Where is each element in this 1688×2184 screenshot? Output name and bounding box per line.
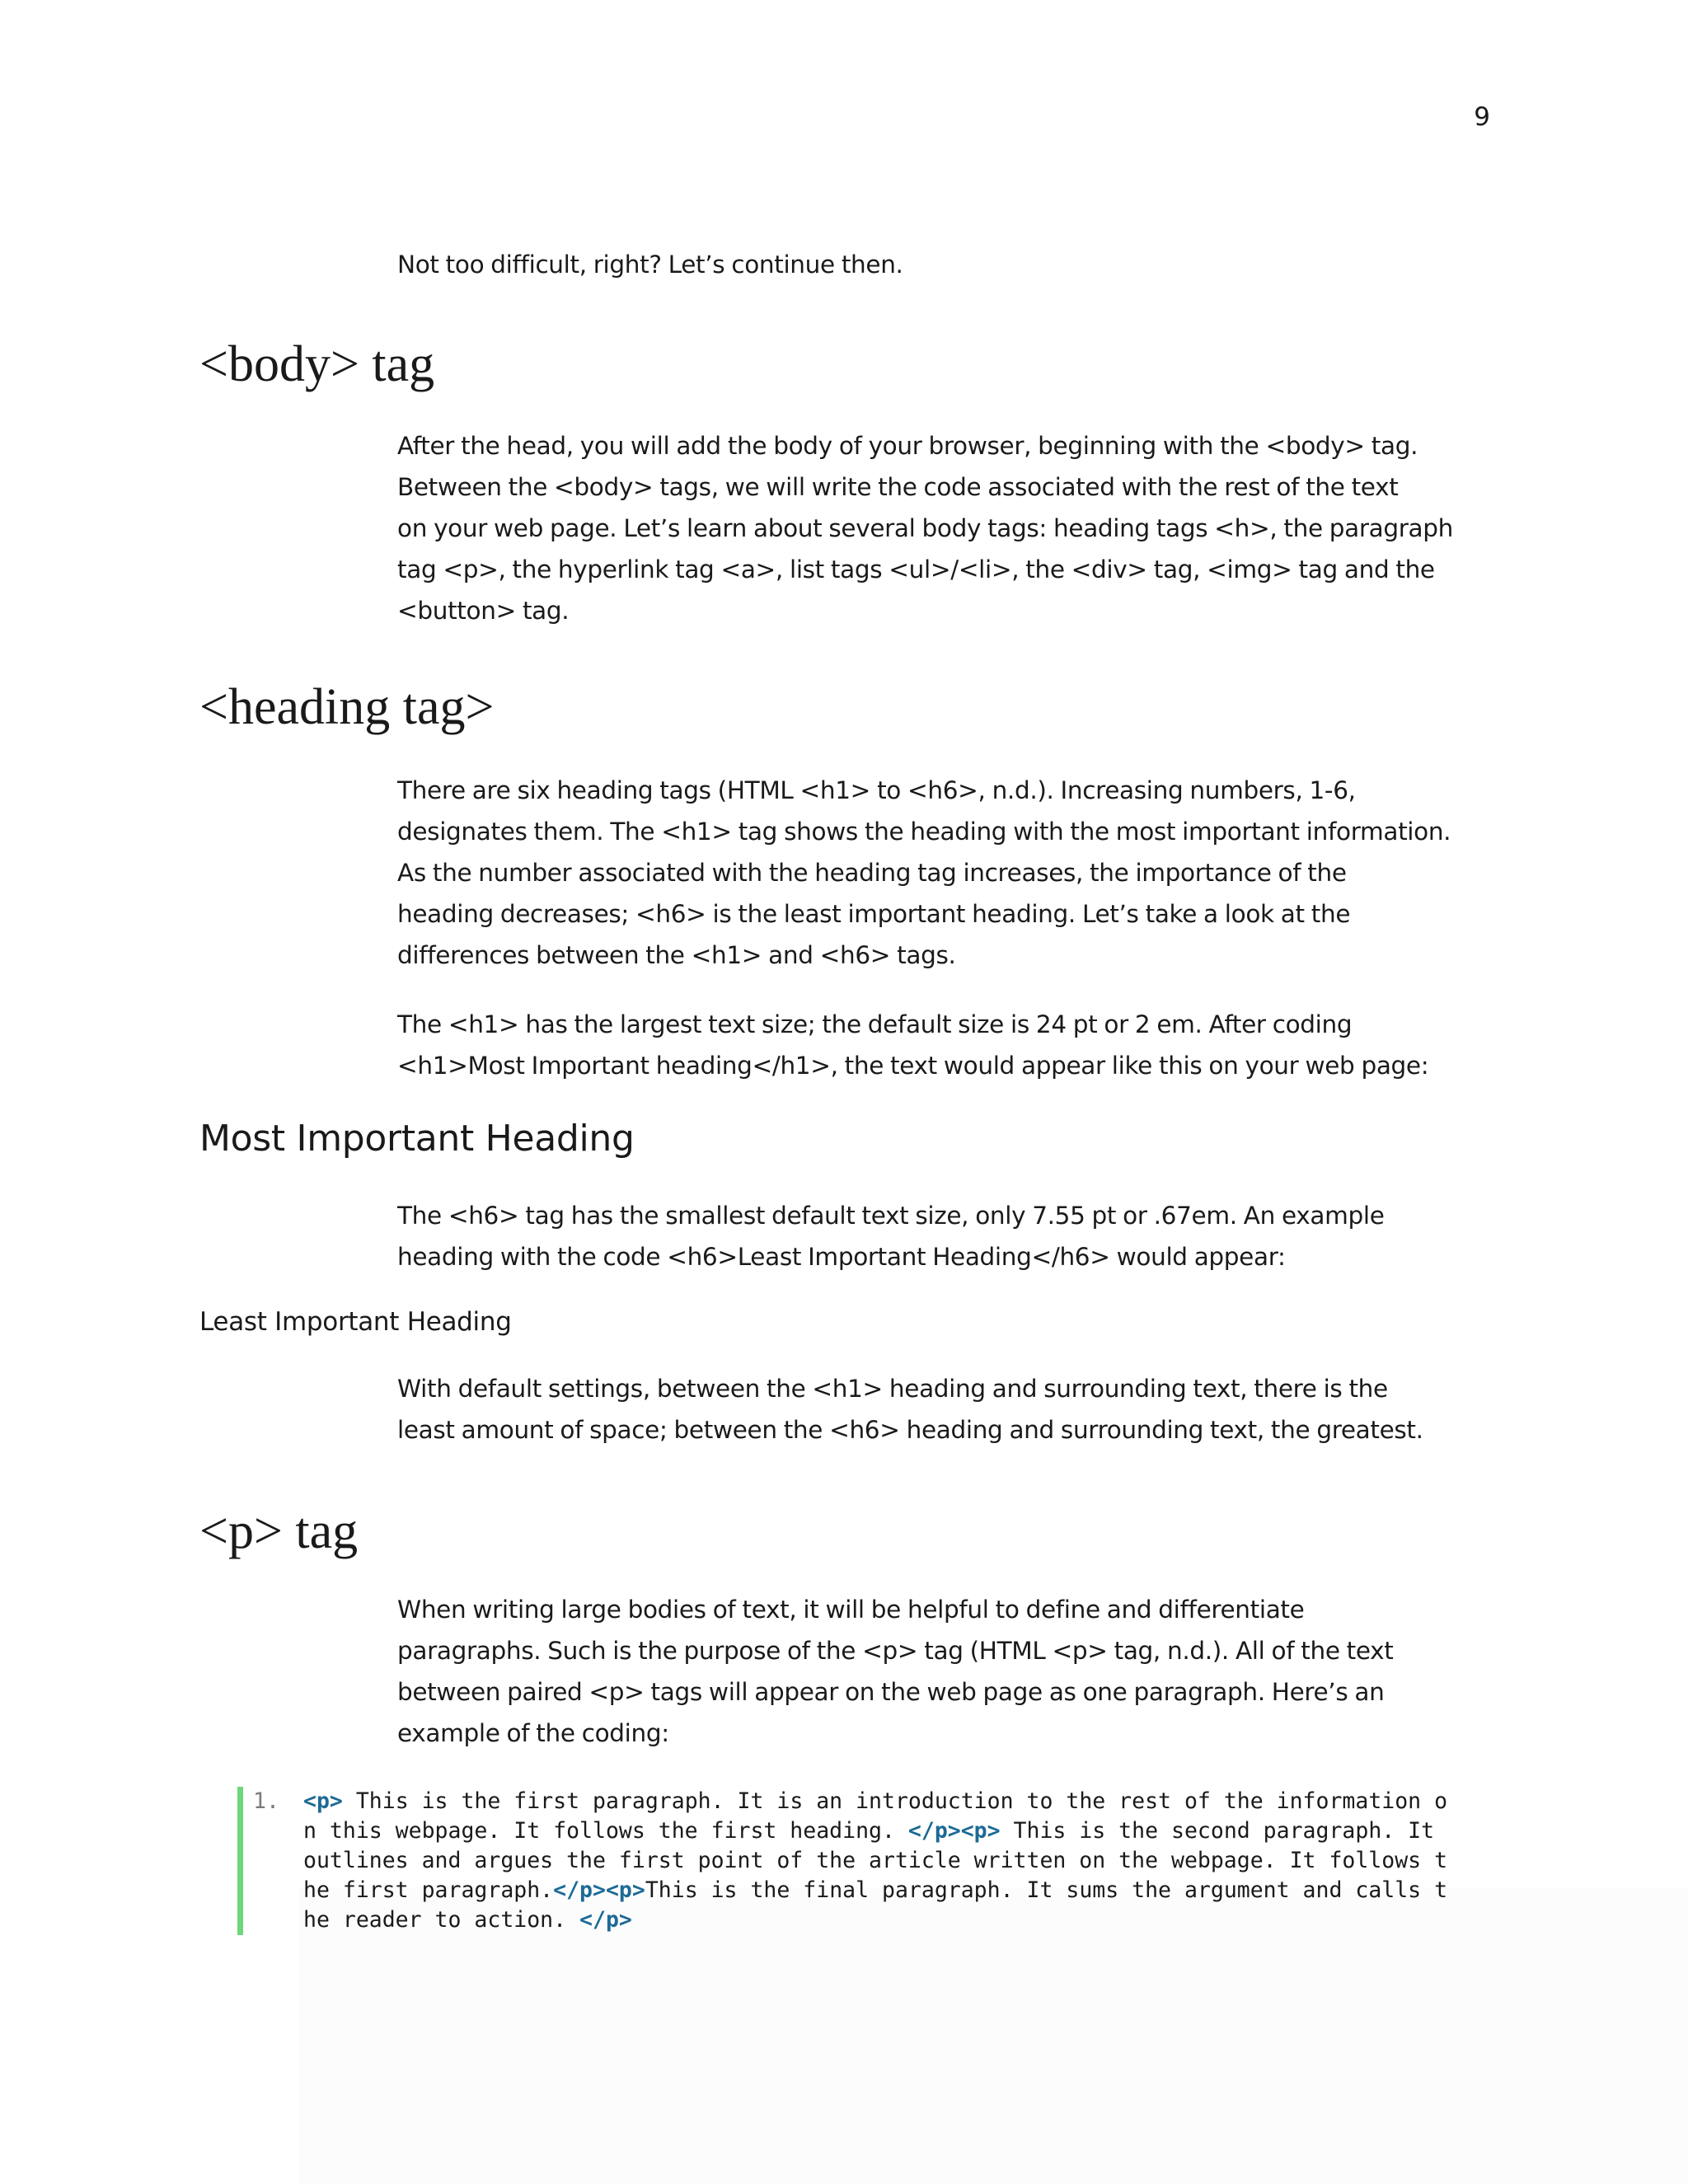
text-line: designates them. The <h1> tag shows the heading with the most important information.: [397, 818, 1451, 846]
text-line: <button> tag.: [397, 597, 570, 625]
text-line: The <h6> tag has the smallest default text size, only 7.55 pt or .67em. An example: [397, 1202, 1385, 1230]
code-text: he first paragraph.: [303, 1877, 554, 1903]
code-text: he reader to action.: [303, 1907, 580, 1933]
code-line: [303, 1818, 1434, 1844]
text-line: tag <p>, the hyperlink tag <a>, list tags <ul>/<li>, the <div> tag, <img> tag and the: [397, 555, 1435, 583]
code-example-block: [237, 1787, 1496, 1935]
text-line: The <h1> has the largest text size; the default size is 24 pt or 2 em. After coding: [397, 1010, 1353, 1038]
code-text: This is the final paragraph. It sums the argument and calls t: [645, 1877, 1448, 1903]
code-text: This is the second paragraph. It: [1000, 1818, 1435, 1844]
text-line: example of the coding:: [397, 1719, 669, 1747]
text-line: heading with the code <h6>Least Important Heading</h6> would appear:: [397, 1243, 1286, 1271]
heading-spacing-paragraph: [397, 1368, 1502, 1451]
h1-size-paragraph: [397, 1004, 1502, 1086]
h6-example-heading: Least Important Heading: [199, 1307, 512, 1337]
code-line: [303, 1848, 1447, 1873]
code-text: n this webpage. It follows the first heading.: [303, 1818, 908, 1844]
text-line: <h1>Most Important heading</h1>, the text would appear like this on your web page:: [397, 1052, 1429, 1080]
text-line: differences between the <h1> and <h6> tags.: [397, 941, 956, 969]
page-number: 9: [1474, 102, 1490, 132]
text-line: Between the <body> tags, we will write the code associated with the rest of the text: [397, 473, 1399, 501]
text-line: between paired <p> tags will appear on the web page as one paragraph. Here’s an: [397, 1678, 1385, 1706]
code-text: outlines and argues the first point of the article written on the webpage. It follows t: [303, 1848, 1448, 1873]
code-tag: <p>: [303, 1788, 343, 1814]
section-heading-heading-tag: <heading tag>: [199, 679, 495, 735]
text-line: heading decreases; <h6> is the least important heading. Let’s take a look at the: [397, 900, 1351, 928]
text-line: There are six heading tags (HTML <h1> to <h6>, n.d.). Increasing numbers, 1-6,: [397, 776, 1356, 804]
text-line: paragraphs. Such is the purpose of the <p> tag (HTML <p> tag, n.d.). All of the text: [397, 1637, 1394, 1665]
code-line: [303, 1788, 1447, 1814]
text-line: As the number associated with the heading tag increases, the importance of the: [397, 859, 1347, 887]
text-line: least amount of space; between the <h6> heading and surrounding text, the greatest.: [397, 1416, 1423, 1444]
heading-tags-paragraph: [397, 770, 1502, 976]
text-line: on your web page. Let’s learn about several body tags: heading tags <h>, the paragraph: [397, 514, 1453, 542]
text-line: With default settings, between the <h1> heading and surrounding text, there is the: [397, 1375, 1388, 1403]
code-tag: </p><p>: [907, 1818, 1001, 1844]
code-line: [303, 1907, 632, 1933]
text-line: When writing large bodies of text, it will be helpful to define and differentiate: [397, 1596, 1305, 1624]
code-tag: </p>: [579, 1907, 632, 1933]
section-heading-body: <body> tag: [199, 336, 435, 392]
text-line: After the head, you will add the body of your browser, beginning with the <body> tag.: [397, 432, 1418, 460]
h6-size-paragraph: [397, 1195, 1502, 1277]
code-tag: </p><p>: [553, 1877, 645, 1903]
section-heading-p-tag: <p> tag: [199, 1503, 359, 1559]
p-tag-paragraph: [397, 1589, 1502, 1754]
code-line: [303, 1877, 1447, 1903]
code-line-number: 1.: [253, 1788, 279, 1814]
code-lines: [303, 1787, 1447, 1935]
intro-paragraph: Not too difficult, right? Let’s continue then.: [397, 251, 903, 279]
code-text: This is the first paragraph. It is an introduction to the rest of the information o: [342, 1788, 1448, 1814]
body-tag-paragraph: [397, 425, 1502, 631]
h1-example-heading: Most Important Heading: [199, 1118, 635, 1160]
